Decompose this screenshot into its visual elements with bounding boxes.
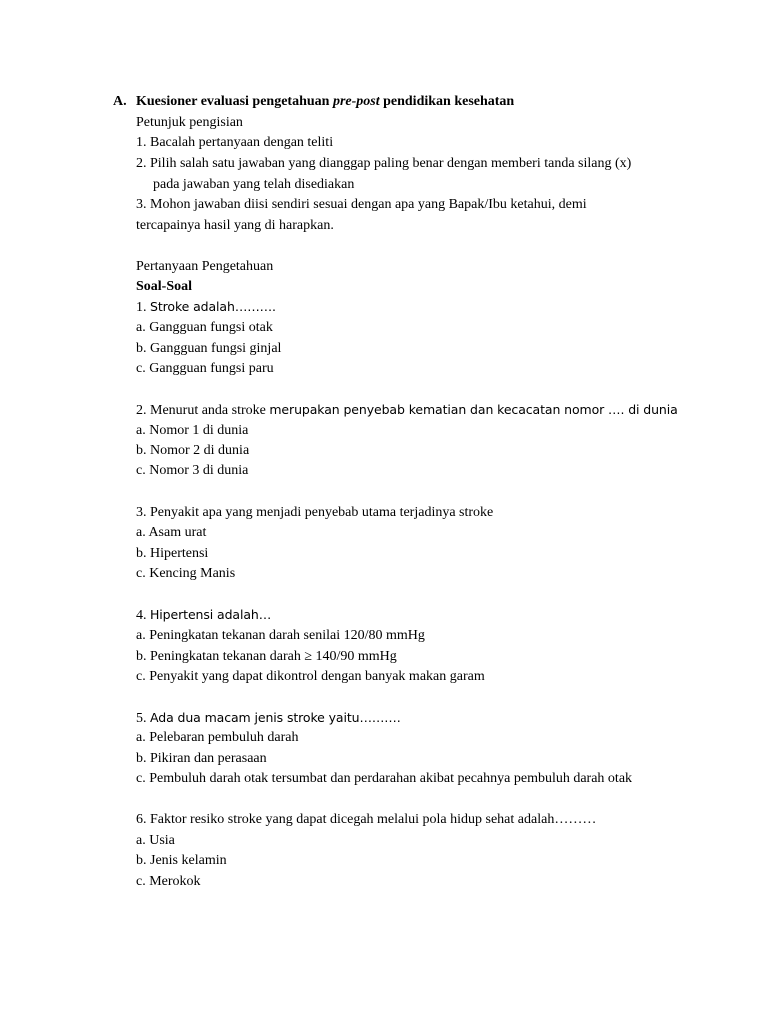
- question-6-option-a: a. Usia: [136, 833, 175, 848]
- question-2-option-c: c. Nomor 3 di dunia: [136, 463, 249, 478]
- soal-heading: Soal-Soal: [136, 279, 193, 294]
- question-1-number: 1.: [136, 300, 147, 315]
- question-3-option-b: b. Hipertensi: [136, 546, 209, 561]
- question-5-stem: [136, 709, 401, 728]
- instruction-item-2-line-2: pada jawaban yang telah disediakan: [153, 177, 355, 192]
- question-6-text: Faktor resiko stroke yang dapat dicegah melalui pola hidup sehat adalah………: [150, 812, 597, 827]
- question-2-number: 2.: [136, 403, 147, 418]
- question-6-number: 6.: [136, 812, 147, 827]
- question-5-option-c: c. Pembuluh darah otak tersumbat dan perdarahan akibat pecahnya pembuluh darah otak: [136, 771, 633, 786]
- question-2-option-a: a. Nomor 1 di dunia: [136, 423, 249, 438]
- question-2-text: merupakan penyebab kematian dan kecacatan nomor …. di dunia: [269, 402, 678, 417]
- question-4-option-b: b. Peningkatan tekanan darah ≥ 140/90 mmHg: [136, 649, 397, 664]
- section-title-part1: Kuesioner evaluasi pengetahuan: [136, 94, 333, 109]
- question-4-number: 4.: [136, 608, 147, 623]
- question-6-stem: [136, 811, 596, 829]
- question-1-option-b: b. Gangguan fungsi ginjal: [136, 341, 282, 356]
- question-2-option-b: b. Nomor 2 di dunia: [136, 443, 250, 458]
- question-3-option-c: c. Kencing Manis: [136, 566, 236, 581]
- question-4-option-a: a. Peningkatan tekanan darah senilai 120/80 mmHg: [136, 628, 425, 643]
- question-4-text: Hipertensi adalah…: [150, 607, 272, 622]
- question-1-option-c: c. Gangguan fungsi paru: [136, 361, 274, 376]
- instruction-item-1: 1. Bacalah pertanyaan dengan teliti: [136, 135, 334, 150]
- question-1-option-a: a. Gangguan fungsi otak: [136, 320, 273, 335]
- question-2-stem: [136, 401, 678, 420]
- questions-heading: Pertanyaan Pengetahuan: [136, 259, 274, 274]
- section-title-italic: pre-post: [332, 94, 380, 109]
- section-title-part2: pendidikan kesehatan: [379, 94, 515, 109]
- instruction-item-2-line-1: 2. Pilih salah satu jawaban yang dianggap paling benar dengan memberi tanda silang (x): [136, 156, 632, 171]
- question-1-stem: [136, 298, 276, 317]
- question-3-option-a: a. Asam urat: [136, 525, 207, 540]
- question-3-stem: [136, 504, 493, 522]
- question-1-text: Stroke adalah……….: [150, 299, 276, 314]
- question-4-option-c: c. Penyakit yang dapat dikontrol dengan banyak makan garam: [136, 669, 485, 684]
- question-5-option-b: b. Pikiran dan perasaan: [136, 751, 267, 766]
- question-3-number: 3.: [136, 505, 147, 520]
- question-6-option-b: b. Jenis kelamin: [136, 853, 227, 868]
- question-5-number: 5.: [136, 711, 147, 726]
- instruction-item-3-line-2: tercapainya hasil yang di harapkan.: [136, 218, 334, 233]
- question-3-text: Penyakit apa yang menjadi penyebab utama terjadinya stroke: [150, 505, 494, 520]
- section-label: A.: [113, 94, 127, 109]
- question-6-option-c: c. Merokok: [136, 874, 201, 889]
- instructions-heading: Petunjuk pengisian: [136, 115, 243, 130]
- question-2-text-serif: Menurut anda stroke: [150, 403, 270, 418]
- question-5-text: Ada dua macam jenis stroke yaitu……….: [150, 710, 401, 725]
- section-title: [136, 93, 514, 111]
- question-4-stem: [136, 606, 271, 625]
- question-5-option-a: a. Pelebaran pembuluh darah: [136, 730, 299, 745]
- instruction-item-3-line-1: 3. Mohon jawaban diisi sendiri sesuai dengan apa yang Bapak/Ibu ketahui, demi: [136, 197, 587, 212]
